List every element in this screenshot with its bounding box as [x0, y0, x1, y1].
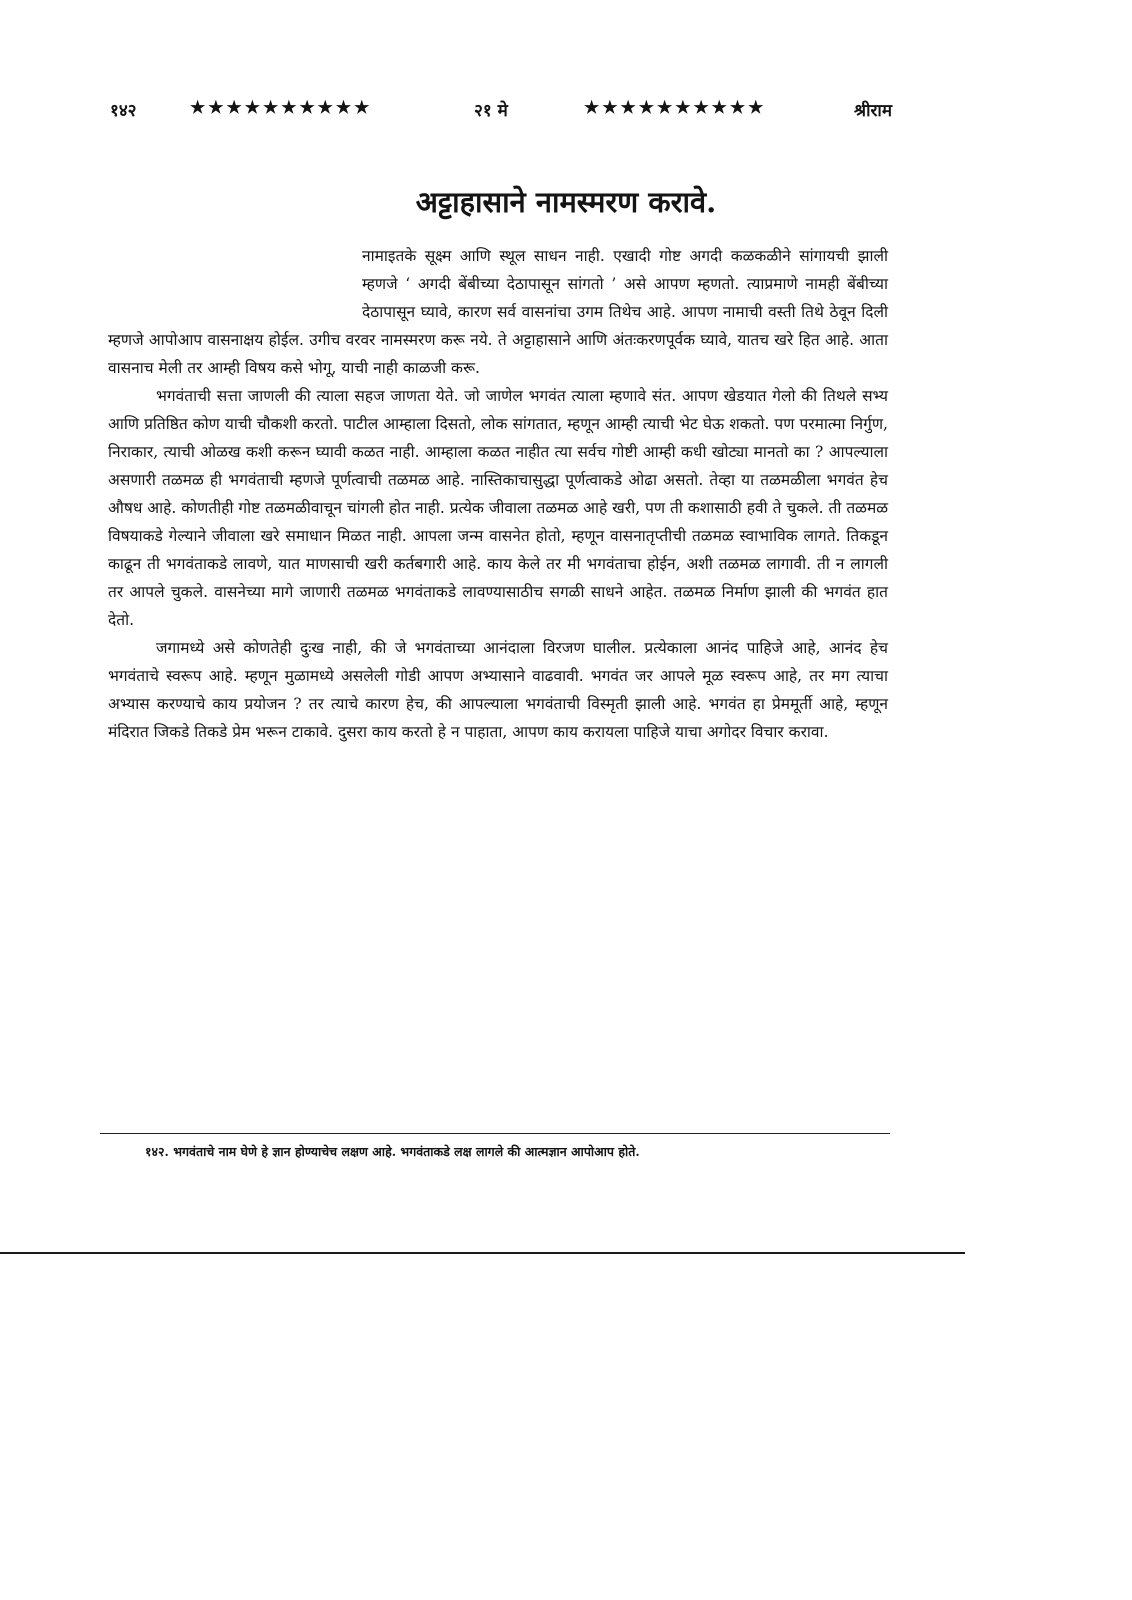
header-stars-right: ★★★★★★★★★★ [584, 98, 767, 118]
paragraph-1-text: नामाइतके सूक्ष्म आणि स्थूल साधन नाही. एखादी गोष्ट अगदी कळकळीने सांगायची झाली म्हणजे ‘ अगदी बेंबीच्या देठापासून सांगतो ’ असे आपण म्हणतो. त्याप्रमाणे नामही बेंबीच्या देठापासून घ्यावे, कारण सर्व वासनांचा उगम तिथेच आहे. आपण नामाची वस्ती तिथे ठेवून दिली म्हणजे आपोआप वासनाक्षय होईल. उगीच वरवर नामस्मरण करू नये. ते अट्टाहासाने आणि अंतःकरणपूर्वक घ्यावे, यातच खरे हित आहे. आता वासनाच मेली तर आम्ही विषय कसे भोगू, याची नाही काळजी करू. [108, 247, 888, 377]
page-bottom-divider [0, 1252, 965, 1254]
footnote: १४२. भगवंताचे नाम घेणे हे ज्ञान होण्याचेच लक्षण आहे. भगवंताकडे लक्ष लागले की आत्मज्ञान आपोआप होते. [145, 1144, 640, 1159]
paragraph-3: जगामध्ये असे कोणतेही दुःख नाही, की जे भगवंताच्या आनंदाला विरजण घालील. प्रत्येकाला आनंद पाहिजे आहे, आनंद हेच भगवंताचे स्वरूप आहे. म्हणून मुळामध्ये असलेली गोडी आपण अभ्यासाने वाढवावी. भगवंत जर आपले मूळ स्वरूप आहे, तर मग त्याचा अभ्यास करण्याचे काय प्रयोजन ? तर त्याचे कारण हेच, की आपल्याला भगवंताची विस्मृती झाली आहे. भगवंत हा प्रेममूर्ती आहे, म्हणून मंदिरात जिकडे तिकडे प्रेम भरून टाकावे. दुसरा काय करतो हे न पाहाता, आपण काय करायला पाहिजे याचा अगोदर विचार करावा. [108, 639, 888, 741]
page-header [110, 98, 892, 128]
paragraph-1 [108, 242, 888, 382]
footnote-divider [100, 1133, 890, 1134]
header-stars-left: ★★★★★★★★★★ [190, 98, 373, 118]
body-text [108, 242, 888, 746]
page-number: १४२ [110, 101, 137, 121]
page-title: अट्टाहासाने नामस्मरण करावे. [415, 185, 717, 219]
header-date: २१ मे [474, 101, 508, 121]
image-placeholder-space [108, 242, 362, 326]
paragraph-2: भगवंताची सत्ता जाणली की त्याला सहज जाणता येते. जो जाणेल भगवंत त्याला म्हणावे संत. आपण खेडयात गेलो की तिथले सभ्य आणि प्रतिष्ठित कोण याची चौकशी करतो. पाटील आम्हाला दिसतो, लोक सांगतात, म्हणून आम्ही त्याची भेट घेऊ शकतो. पण परमात्मा निर्गुण, निराकार, त्याची ओळख कशी करून घ्यावी कळत नाही. आम्हाला कळत नाहीत त्या सर्वच गोष्टी आम्ही कधी खोट्या मानतो का ? आपल्याला असणारी तळमळ ही भगवंताची म्हणजे पूर्णत्वाची तळमळ आहे. नास्तिकाचासुद्धा पूर्णत्वाकडे ओढा असतो. तेव्हा या तळमळीला भगवंत हेच औषध आहे. कोणतीही गोष्ट तळमळीवाचून चांगली होत नाही. प्रत्येक जीवाला तळमळ आहे खरी, पण ती कशासाठी हवी ते चुकले. ती तळमळ विषयाकडे गेल्याने जीवाला खरे समाधान मिळत नाही. आपला जन्म वासनेत होतो, म्हणून वासनातृप्तीची तळमळ स्वाभाविक लागते. तिकडून काढून ती भगवंताकडे लावणे, यात माणसाची खरी कर्तबगारी आहे. काय केले तर मी भगवंताचा होईन, अशी तळमळ लागावी. ती न लागली तर आपले चुकले. वासनेच्या मागे जाणारी तळमळ भगवंताकडे लावण्यासाठीच सगळी साधने आहेत. तळमळ निर्माण झाली की भगवंत हात देतो. [108, 387, 888, 629]
header-shriram: श्रीराम [854, 101, 892, 121]
